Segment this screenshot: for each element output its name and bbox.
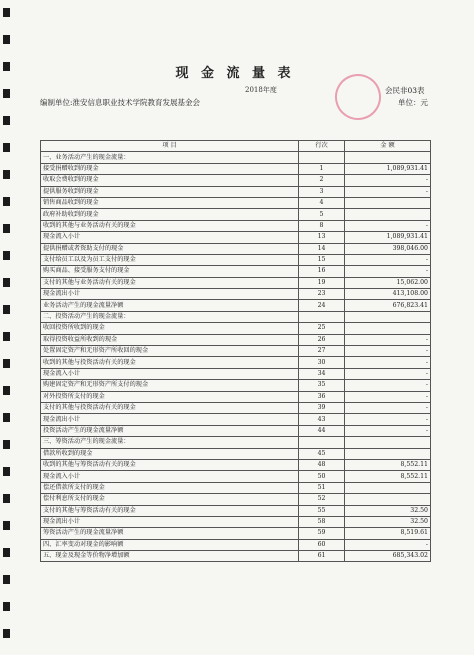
binding-holes xyxy=(3,0,13,655)
header-item: 项 目 xyxy=(41,141,299,152)
row-line-no: 5 xyxy=(299,209,345,220)
row-amount: - xyxy=(345,175,431,186)
row-item: 购建固定资产和无形资产所支付的现金 xyxy=(41,380,299,391)
header-line-no: 行次 xyxy=(299,141,345,152)
row-amount: 685,343.02 xyxy=(345,551,431,562)
row-amount: - xyxy=(345,186,431,197)
row-item: 对外投资所支付的现金 xyxy=(41,391,299,402)
row-item: 五、现金及现金等价物净增加额 xyxy=(41,551,299,562)
header-info-row xyxy=(40,97,430,109)
binding-hole xyxy=(3,332,10,341)
binding-hole xyxy=(3,386,10,395)
row-item: 接受捐赠收到的现金 xyxy=(41,163,299,174)
cash-flow-table xyxy=(40,140,431,562)
binding-hole xyxy=(3,89,10,98)
row-amount xyxy=(345,311,431,322)
row-line-no: 39 xyxy=(299,402,345,413)
binding-hole xyxy=(3,278,10,287)
row-line-no: 60 xyxy=(299,539,345,550)
binding-hole xyxy=(3,197,10,206)
binding-hole xyxy=(3,440,10,449)
binding-hole xyxy=(3,467,10,476)
table-row xyxy=(41,289,431,300)
row-line-no: 55 xyxy=(299,505,345,516)
row-amount: 676,823.41 xyxy=(345,300,431,311)
row-item: 偿付利息所支付的现金 xyxy=(41,494,299,505)
row-amount: - xyxy=(345,425,431,436)
row-amount: - xyxy=(345,539,431,550)
table-row xyxy=(41,505,431,516)
row-item: 收回投资所收到的现金 xyxy=(41,323,299,334)
table-row xyxy=(41,175,431,186)
row-item: 偿还借款所支付的现金 xyxy=(41,482,299,493)
row-amount xyxy=(345,448,431,459)
binding-hole xyxy=(3,521,10,530)
row-amount: 8,552.11 xyxy=(345,471,431,482)
table-row xyxy=(41,209,431,220)
binding-hole xyxy=(3,35,10,44)
row-line-no: 15 xyxy=(299,254,345,265)
row-amount xyxy=(345,494,431,505)
binding-hole xyxy=(3,251,10,260)
table-row xyxy=(41,266,431,277)
row-item: 三、筹资活动产生的现金流量： xyxy=(41,437,299,448)
row-line-no: 23 xyxy=(299,289,345,300)
row-item: 销售商品收到的现金 xyxy=(41,197,299,208)
binding-hole xyxy=(3,224,10,233)
row-amount: - xyxy=(345,266,431,277)
row-item: 现金流出小计 xyxy=(41,414,299,425)
row-line-no: 3 xyxy=(299,186,345,197)
table-row xyxy=(41,163,431,174)
table-row xyxy=(41,152,431,163)
row-amount xyxy=(345,482,431,493)
row-amount: - xyxy=(345,334,431,345)
row-line-no: 43 xyxy=(299,414,345,425)
table-row xyxy=(41,528,431,539)
row-amount: 32.50 xyxy=(345,505,431,516)
row-line-no: 14 xyxy=(299,243,345,254)
table-row xyxy=(41,254,431,265)
row-amount: - xyxy=(345,346,431,357)
row-item: 处置固定资产和无形资产所收回的现金 xyxy=(41,346,299,357)
table-row xyxy=(41,471,431,482)
table-row xyxy=(41,311,431,322)
row-item: 支付给员工以及为员工支付的现金 xyxy=(41,254,299,265)
table-row xyxy=(41,391,431,402)
binding-hole xyxy=(3,629,10,638)
row-item: 现金流入小计 xyxy=(41,368,299,379)
binding-hole xyxy=(3,548,10,557)
row-line-no: 45 xyxy=(299,448,345,459)
row-item: 支付的其他与业务活动有关的现金 xyxy=(41,277,299,288)
binding-hole xyxy=(3,575,10,584)
row-amount: 398,046.00 xyxy=(345,243,431,254)
row-line-no: 58 xyxy=(299,516,345,527)
row-line-no xyxy=(299,311,345,322)
table-row xyxy=(41,197,431,208)
row-amount: - xyxy=(345,220,431,231)
row-amount: 413,108.00 xyxy=(345,289,431,300)
row-amount: - xyxy=(345,380,431,391)
row-line-no: 2 xyxy=(299,175,345,186)
fiscal-year: 2018年度 xyxy=(245,86,277,94)
row-line-no: 35 xyxy=(299,380,345,391)
table-row xyxy=(41,368,431,379)
row-line-no: 26 xyxy=(299,334,345,345)
row-amount: - xyxy=(345,254,431,265)
row-line-no: 61 xyxy=(299,551,345,562)
row-line-no: 34 xyxy=(299,368,345,379)
table-row xyxy=(41,334,431,345)
row-item: 政府补助收到的现金 xyxy=(41,209,299,220)
table-row xyxy=(41,277,431,288)
row-amount: 32.50 xyxy=(345,516,431,527)
table-row xyxy=(41,425,431,436)
cash-flow-statement xyxy=(40,58,430,560)
row-item: 投资活动产生的现金流量净额 xyxy=(41,425,299,436)
table-header-row xyxy=(41,141,431,152)
row-amount: - xyxy=(345,368,431,379)
binding-hole xyxy=(3,602,10,611)
table-row xyxy=(41,220,431,231)
row-item: 提供服务收到的现金 xyxy=(41,186,299,197)
currency-unit: 单位：元 xyxy=(398,98,428,107)
table-row xyxy=(41,232,431,243)
row-line-no: 8 xyxy=(299,220,345,231)
table-row xyxy=(41,346,431,357)
row-item: 购买商品、接受服务支付的现金 xyxy=(41,266,299,277)
table-row xyxy=(41,323,431,334)
row-item: 借款所收到的现金 xyxy=(41,448,299,459)
row-amount xyxy=(345,152,431,163)
row-line-no: 30 xyxy=(299,357,345,368)
binding-hole xyxy=(3,143,10,152)
table-row xyxy=(41,448,431,459)
row-line-no: 24 xyxy=(299,300,345,311)
binding-hole xyxy=(3,62,10,71)
row-line-no xyxy=(299,437,345,448)
row-amount xyxy=(345,209,431,220)
row-item: 筹资活动产生的现金流量净额 xyxy=(41,528,299,539)
row-line-no: 25 xyxy=(299,323,345,334)
row-line-no: 19 xyxy=(299,277,345,288)
table-row xyxy=(41,380,431,391)
row-amount: 8,519.61 xyxy=(345,528,431,539)
table-row xyxy=(41,494,431,505)
table-row xyxy=(41,551,431,562)
row-amount: 1,089,931.41 xyxy=(345,232,431,243)
row-item: 业务活动产生的现金流量净额 xyxy=(41,300,299,311)
binding-hole xyxy=(3,170,10,179)
binding-hole xyxy=(3,305,10,314)
binding-hole xyxy=(3,494,10,503)
row-line-no: 44 xyxy=(299,425,345,436)
row-line-no: 52 xyxy=(299,494,345,505)
row-amount xyxy=(345,437,431,448)
table-row xyxy=(41,186,431,197)
table-row xyxy=(41,539,431,550)
row-amount: 8,552.11 xyxy=(345,459,431,470)
row-amount: - xyxy=(345,357,431,368)
table-body xyxy=(41,152,431,562)
table-row xyxy=(41,243,431,254)
row-item: 一、业务活动产生的现金流量： xyxy=(41,152,299,163)
row-amount: - xyxy=(345,402,431,413)
table-row xyxy=(41,516,431,527)
row-item: 提供捐赠或者资助支付的现金 xyxy=(41,243,299,254)
row-line-no: 13 xyxy=(299,232,345,243)
row-line-no xyxy=(299,152,345,163)
binding-hole xyxy=(3,116,10,125)
reporting-organization: 编制单位:淮安信息职业技术学院教育发展基金会 xyxy=(40,98,201,107)
row-item: 现金流出小计 xyxy=(41,516,299,527)
form-number: 会民非03表 xyxy=(385,86,425,95)
table-row xyxy=(41,414,431,425)
row-item: 收到的其他与业务活动有关的现金 xyxy=(41,220,299,231)
row-amount xyxy=(345,323,431,334)
row-line-no: 59 xyxy=(299,528,345,539)
row-item: 四、汇率变动对现金的影响额 xyxy=(41,539,299,550)
table-row xyxy=(41,402,431,413)
row-item: 收取会费收到的现金 xyxy=(41,175,299,186)
row-line-no: 1 xyxy=(299,163,345,174)
table-row xyxy=(41,300,431,311)
row-amount xyxy=(345,197,431,208)
row-amount: - xyxy=(345,414,431,425)
row-line-no: 50 xyxy=(299,471,345,482)
table-row xyxy=(41,357,431,368)
table-row xyxy=(41,437,431,448)
row-item: 支付的其他与投资活动有关的现金 xyxy=(41,402,299,413)
row-item: 现金流出小计 xyxy=(41,289,299,300)
row-line-no: 27 xyxy=(299,346,345,357)
row-item: 收到的其他与筹资活动有关的现金 xyxy=(41,459,299,470)
table-row xyxy=(41,459,431,470)
row-line-no: 51 xyxy=(299,482,345,493)
row-amount: - xyxy=(345,391,431,402)
row-line-no: 4 xyxy=(299,197,345,208)
header-amount: 金 额 xyxy=(345,141,431,152)
row-amount: 1,089,931.41 xyxy=(345,163,431,174)
binding-hole xyxy=(3,413,10,422)
row-item: 收到的其他与投资活动有关的现金 xyxy=(41,357,299,368)
document-title: 现 金 流 量 表 xyxy=(175,66,295,81)
binding-hole xyxy=(3,359,10,368)
row-item: 支付的其他与筹资活动有关的现金 xyxy=(41,505,299,516)
row-item: 取得投资收益所收到的现金 xyxy=(41,334,299,345)
row-line-no: 16 xyxy=(299,266,345,277)
row-item: 现金流入小计 xyxy=(41,471,299,482)
row-item: 现金流入小计 xyxy=(41,232,299,243)
row-line-no: 48 xyxy=(299,459,345,470)
table-row xyxy=(41,482,431,493)
row-amount: 15,062.00 xyxy=(345,277,431,288)
binding-hole xyxy=(3,8,10,17)
row-line-no: 36 xyxy=(299,391,345,402)
row-item: 二、投资活动产生的现金流量： xyxy=(41,311,299,322)
